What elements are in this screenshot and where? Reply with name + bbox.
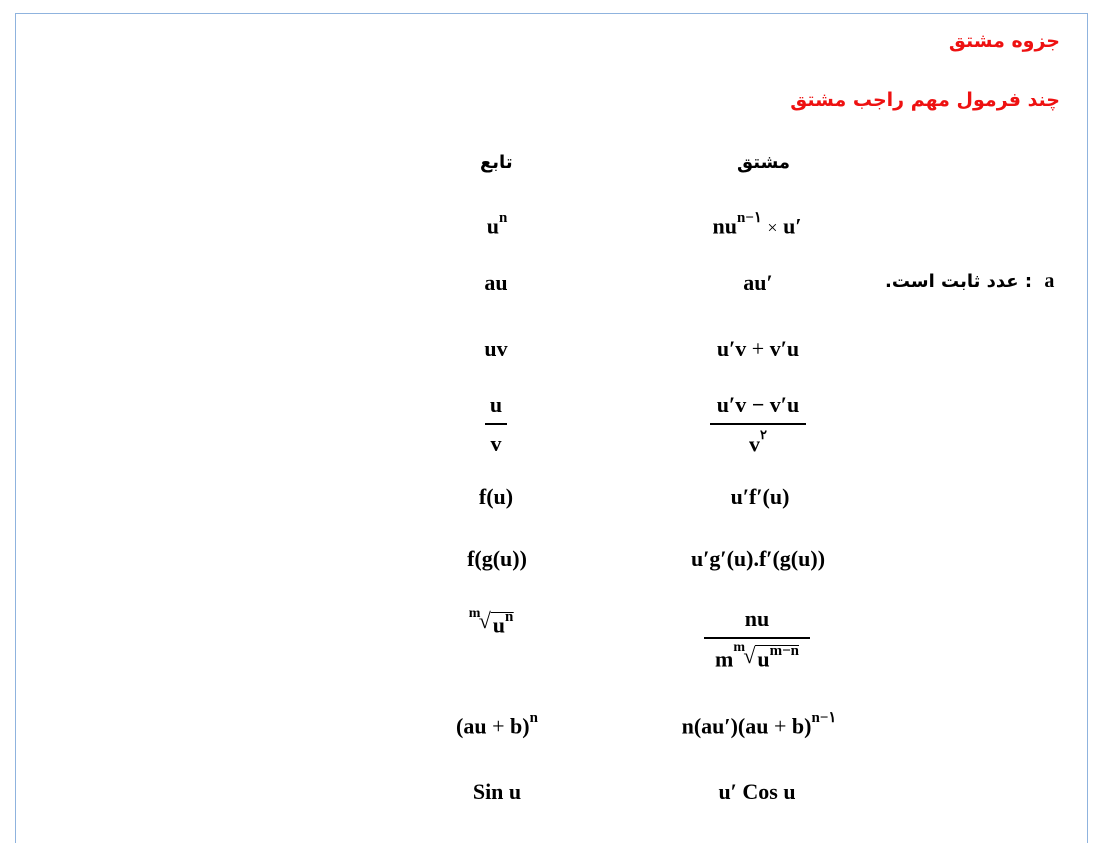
formula-function-7: m √ $u^n$ xyxy=(468,606,514,638)
formula-derivative-4: u′v − v′u $v^۲$ xyxy=(710,392,806,457)
formula-derivative-6: u′g′(u).f′(g(u)) xyxy=(690,546,826,571)
header-function: تابع xyxy=(480,152,513,173)
formula-derivative-9: u′ Cos u xyxy=(718,779,796,804)
formula-derivative-5: u′f′(u) xyxy=(730,484,790,509)
note-text: : عدد ثابت است. xyxy=(885,271,1033,292)
formula-function-8: (au + b)$^n$ xyxy=(456,710,538,739)
header-derivative: مشتق xyxy=(737,152,791,173)
formula-function-1: $u^n$ xyxy=(486,210,508,239)
formula-derivative-1: $nu^{n-۱} \times u'$ xyxy=(712,210,802,239)
formula-function-9: Sin u xyxy=(472,779,522,804)
formula-function-2: au xyxy=(484,270,508,295)
document-subtitle: چند فرمول مهم راجب مشتق xyxy=(790,89,1060,111)
formula-function-6: f(g(u)) xyxy=(467,546,527,571)
constant-note xyxy=(885,270,1054,293)
formula-derivative-2: au′ xyxy=(743,270,773,295)
formula-derivative-8: n(au′)(au + b)$^{n-۱}$ xyxy=(681,710,837,739)
formula-function-5: f(u) xyxy=(478,484,514,509)
document-page xyxy=(15,13,1088,843)
formula-derivative-7: nu m m √ $u^{m-n}$ xyxy=(704,606,810,672)
formula-derivative-3: u′v + v′u xyxy=(716,336,800,361)
formula-function-3: uv xyxy=(484,336,508,361)
document-title: جزوه مشتق xyxy=(948,30,1060,52)
formula-function-4: u v xyxy=(485,392,507,457)
note-symbol: a xyxy=(1044,270,1055,292)
